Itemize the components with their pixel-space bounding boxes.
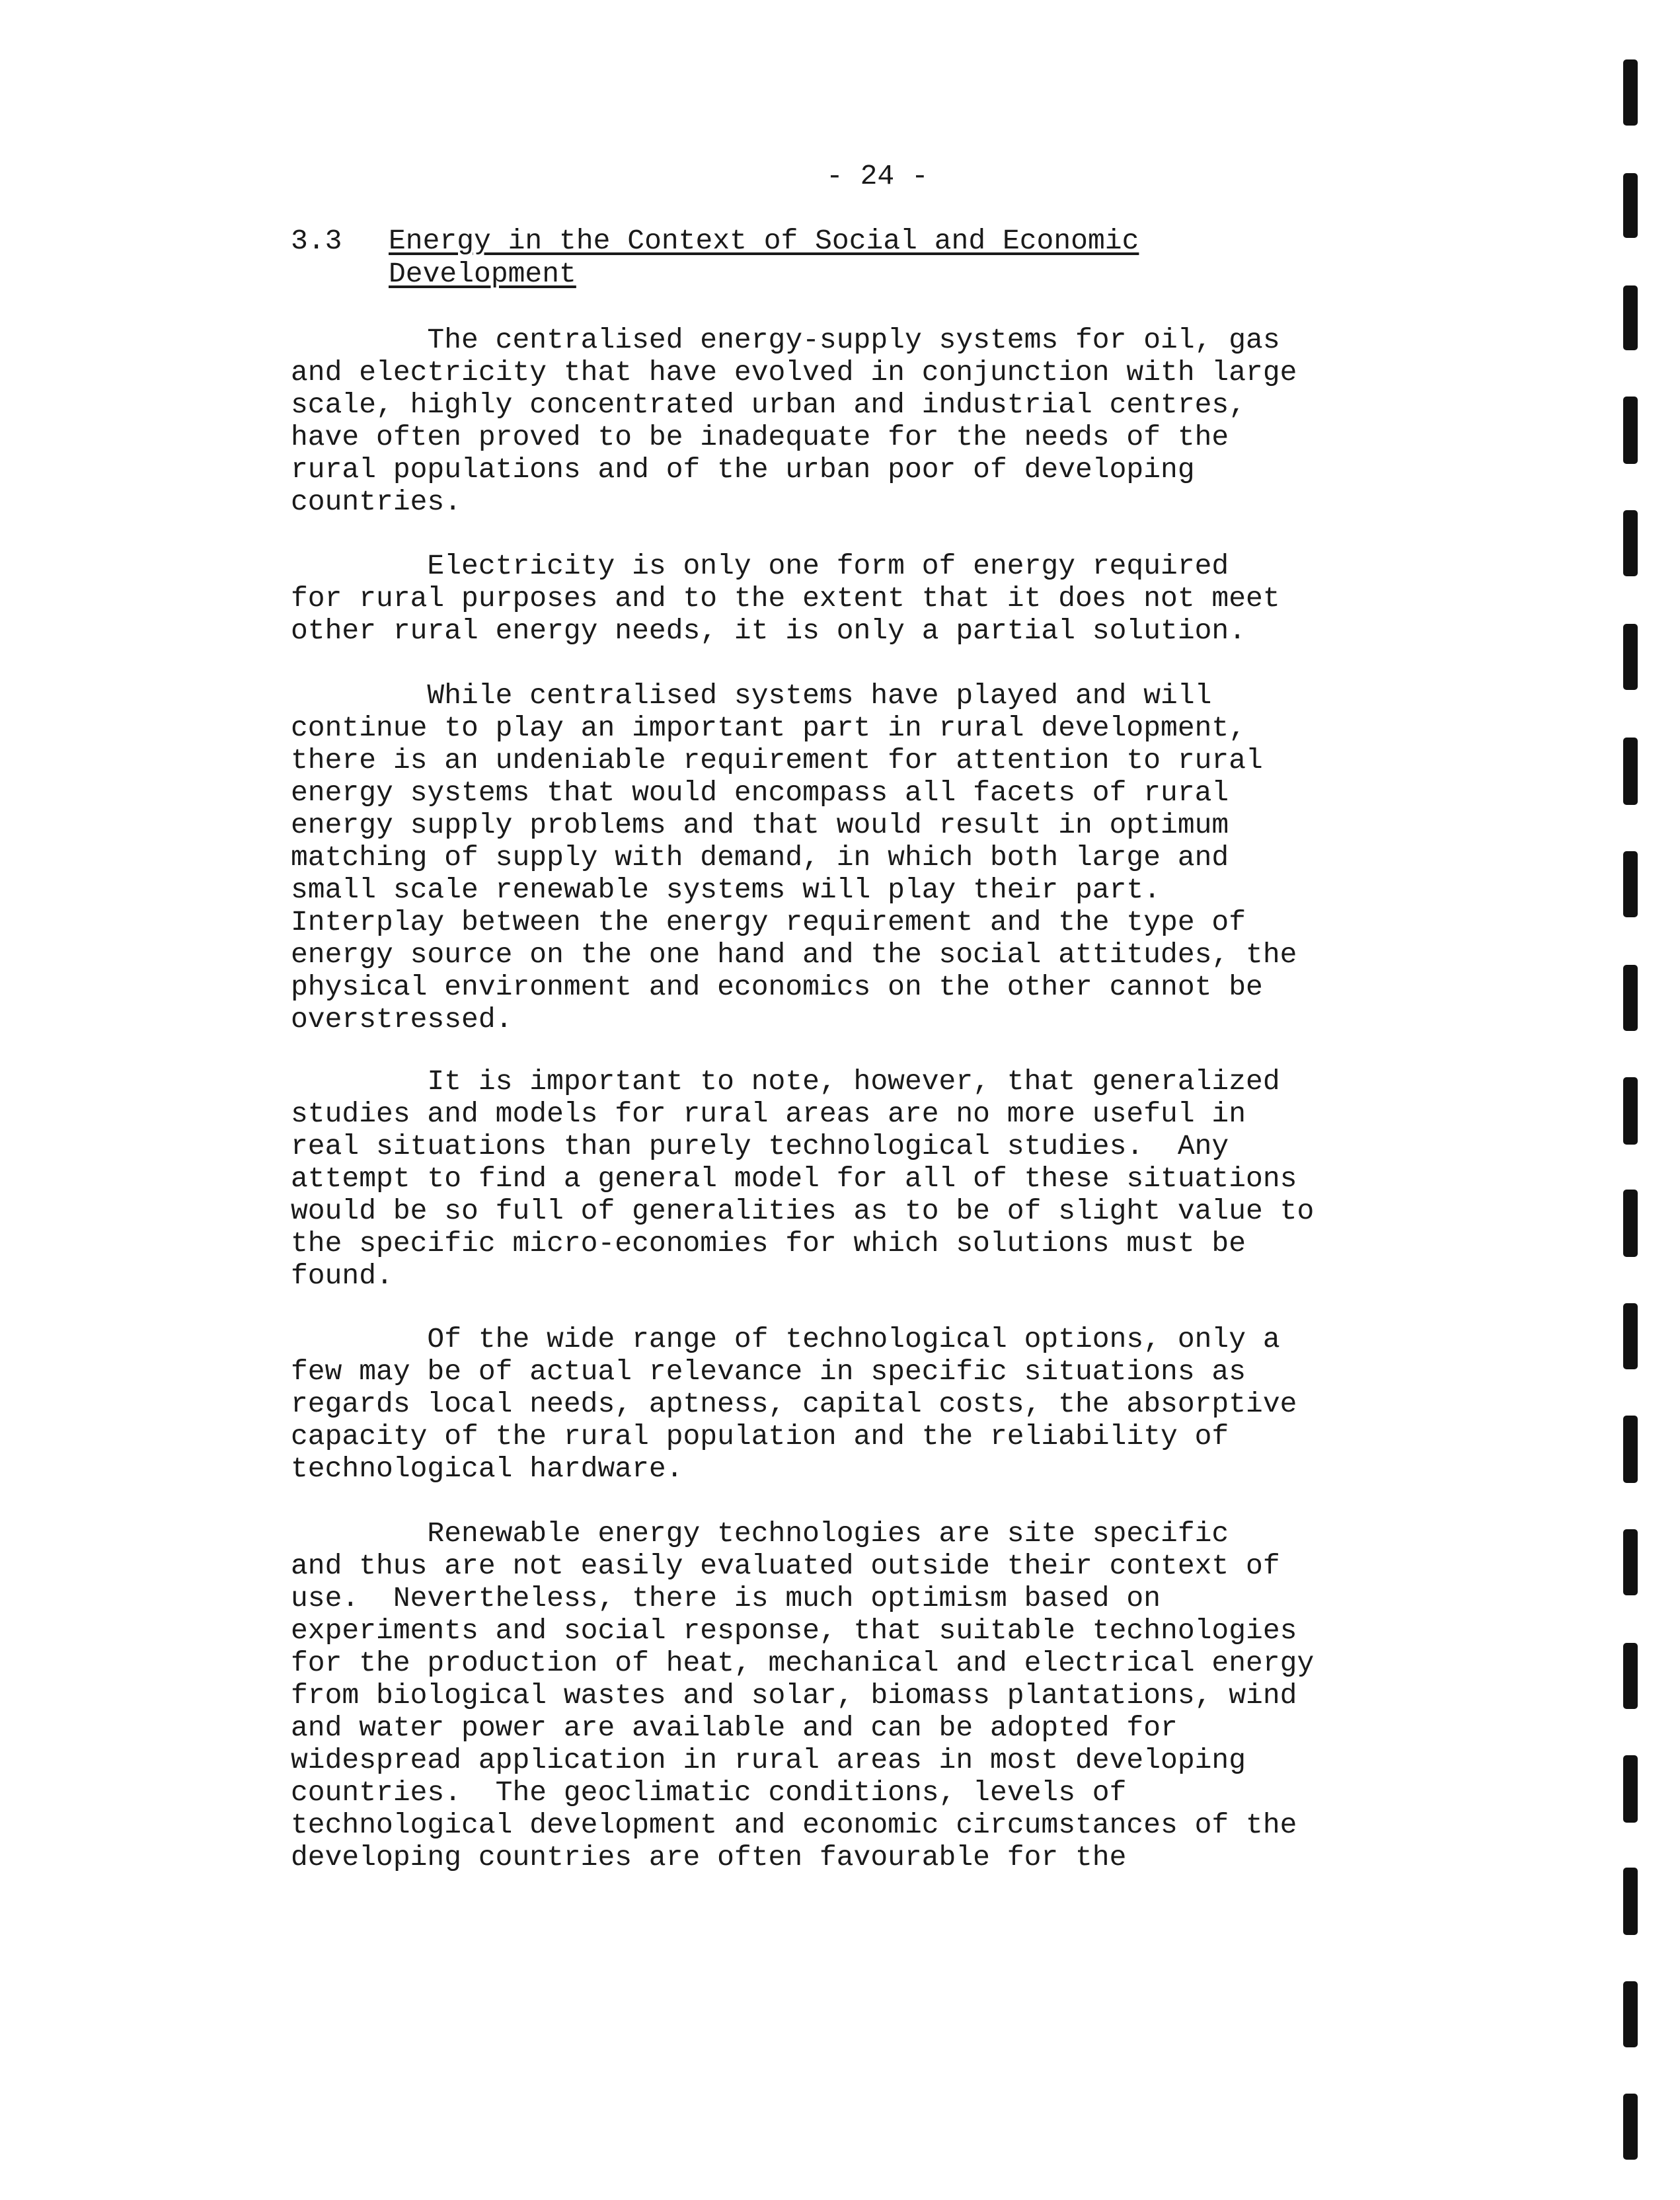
text-line: widespread application in rural areas in most developing [291,1744,1246,1776]
binding-mark [1623,1077,1638,1145]
text-line: energy systems that would encompass all facets of rural [291,777,1229,809]
text-line: real situations than purely technological studies. Any [291,1130,1229,1162]
text-line: It is important to note, however, that generalized [291,1065,1280,1098]
text-line: would be so full of generalities as to be of slight value to [291,1195,1315,1227]
text-line: there is an undeniable requirement for attention to rural [291,744,1263,777]
binding-mark [1623,397,1638,464]
binding-mark [1623,2094,1638,2160]
text-line: other rural energy needs, it is only a partial solution. [291,615,1246,647]
text-line: Electricity is only one form of energy required [291,550,1229,582]
paragraph-2 [291,550,1467,647]
binding-mark [1623,624,1638,690]
text-line: and thus are not easily evaluated outside their context of [291,1550,1280,1582]
text-line: small scale renewable systems will play their part. [291,874,1161,906]
text-line: developing countries are often favourable for the [291,1841,1127,1874]
text-line: studies and models for rural areas are no more useful in [291,1098,1246,1130]
binding-mark [1623,285,1638,350]
section-heading [291,225,1139,291]
binding-mark [1623,738,1638,805]
text-line: The centralised energy-supply systems for oil, gas [291,324,1280,356]
binding-mark [1623,1416,1638,1483]
text-line: matching of supply with demand, in which both large and [291,841,1229,874]
text-line: technological hardware. [291,1453,683,1485]
text-line: few may be of actual relevance in specific situations as [291,1355,1246,1388]
binding-mark [1623,1981,1638,2047]
text-line: experiments and social response, that suitable technologies [291,1614,1297,1647]
text-line: rural populations and of the urban poor of developing [291,453,1195,486]
text-line: for rural purposes and to the extent that it does not meet [291,582,1280,615]
text-line: the specific micro-economies for which solutions must be [291,1227,1246,1260]
text-line: capacity of the rural population and the reliability of [291,1420,1229,1453]
binding-mark [1623,1303,1638,1369]
text-line: Interplay between the energy requirement and the type of [291,906,1246,938]
section-number: 3.3 [291,225,342,257]
text-line: countries. The geoclimatic conditions, levels of [291,1776,1127,1809]
binding-mark [1623,1643,1638,1709]
section-title-line-2: Development [389,258,576,290]
paragraph-4 [291,1065,1467,1292]
page-number: - 24 - [826,160,929,192]
binding-mark [1623,59,1638,126]
text-line: for the production of heat, mechanical and electrical energy [291,1647,1315,1679]
paragraph-6 [291,1517,1467,1874]
binding-mark [1623,1190,1638,1257]
binding-mark [1623,851,1638,917]
text-line: Of the wide range of technological options, only a [291,1323,1280,1355]
paragraph-3 [291,679,1467,1036]
text-line: regards local needs, aptness, capital costs, the absorptive [291,1388,1297,1420]
text-line: continue to play an important part in rural development, [291,712,1246,744]
text-line: countries. [291,486,462,518]
binding-mark [1623,965,1638,1031]
binding-mark [1623,510,1638,576]
text-line: scale, highly concentrated urban and industrial centres, [291,389,1246,421]
text-line: physical environment and economics on the other cannot be [291,971,1263,1003]
text-line: energy supply problems and that would result in optimum [291,809,1229,841]
text-line: Renewable energy technologies are site specific [291,1517,1229,1550]
text-line: technological development and economic circumstances of the [291,1809,1297,1841]
binding-mark [1623,1755,1638,1823]
text-line: have often proved to be inadequate for the needs of the [291,421,1229,453]
paragraph-1 [291,324,1467,518]
section-title-line-1: Energy in the Context of Social and Economic [389,225,1139,257]
text-line: found. [291,1260,393,1292]
text-line: energy source on the one hand and the social attitudes, the [291,938,1297,971]
text-line: from biological wastes and solar, biomass plantations, wind [291,1679,1297,1712]
text-line: attempt to find a general model for all of these situations [291,1162,1297,1195]
text-line: use. Nevertheless, there is much optimism based on [291,1582,1161,1614]
binding-mark [1623,1529,1638,1595]
binding-mark [1623,1868,1638,1935]
text-line: and electricity that have evolved in conjunction with large [291,356,1297,389]
paragraph-5 [291,1323,1467,1485]
text-line: While centralised systems have played and will [291,679,1212,712]
text-line: overstressed. [291,1003,513,1036]
text-line: and water power are available and can be adopted for [291,1712,1178,1744]
binding-mark [1623,173,1638,238]
